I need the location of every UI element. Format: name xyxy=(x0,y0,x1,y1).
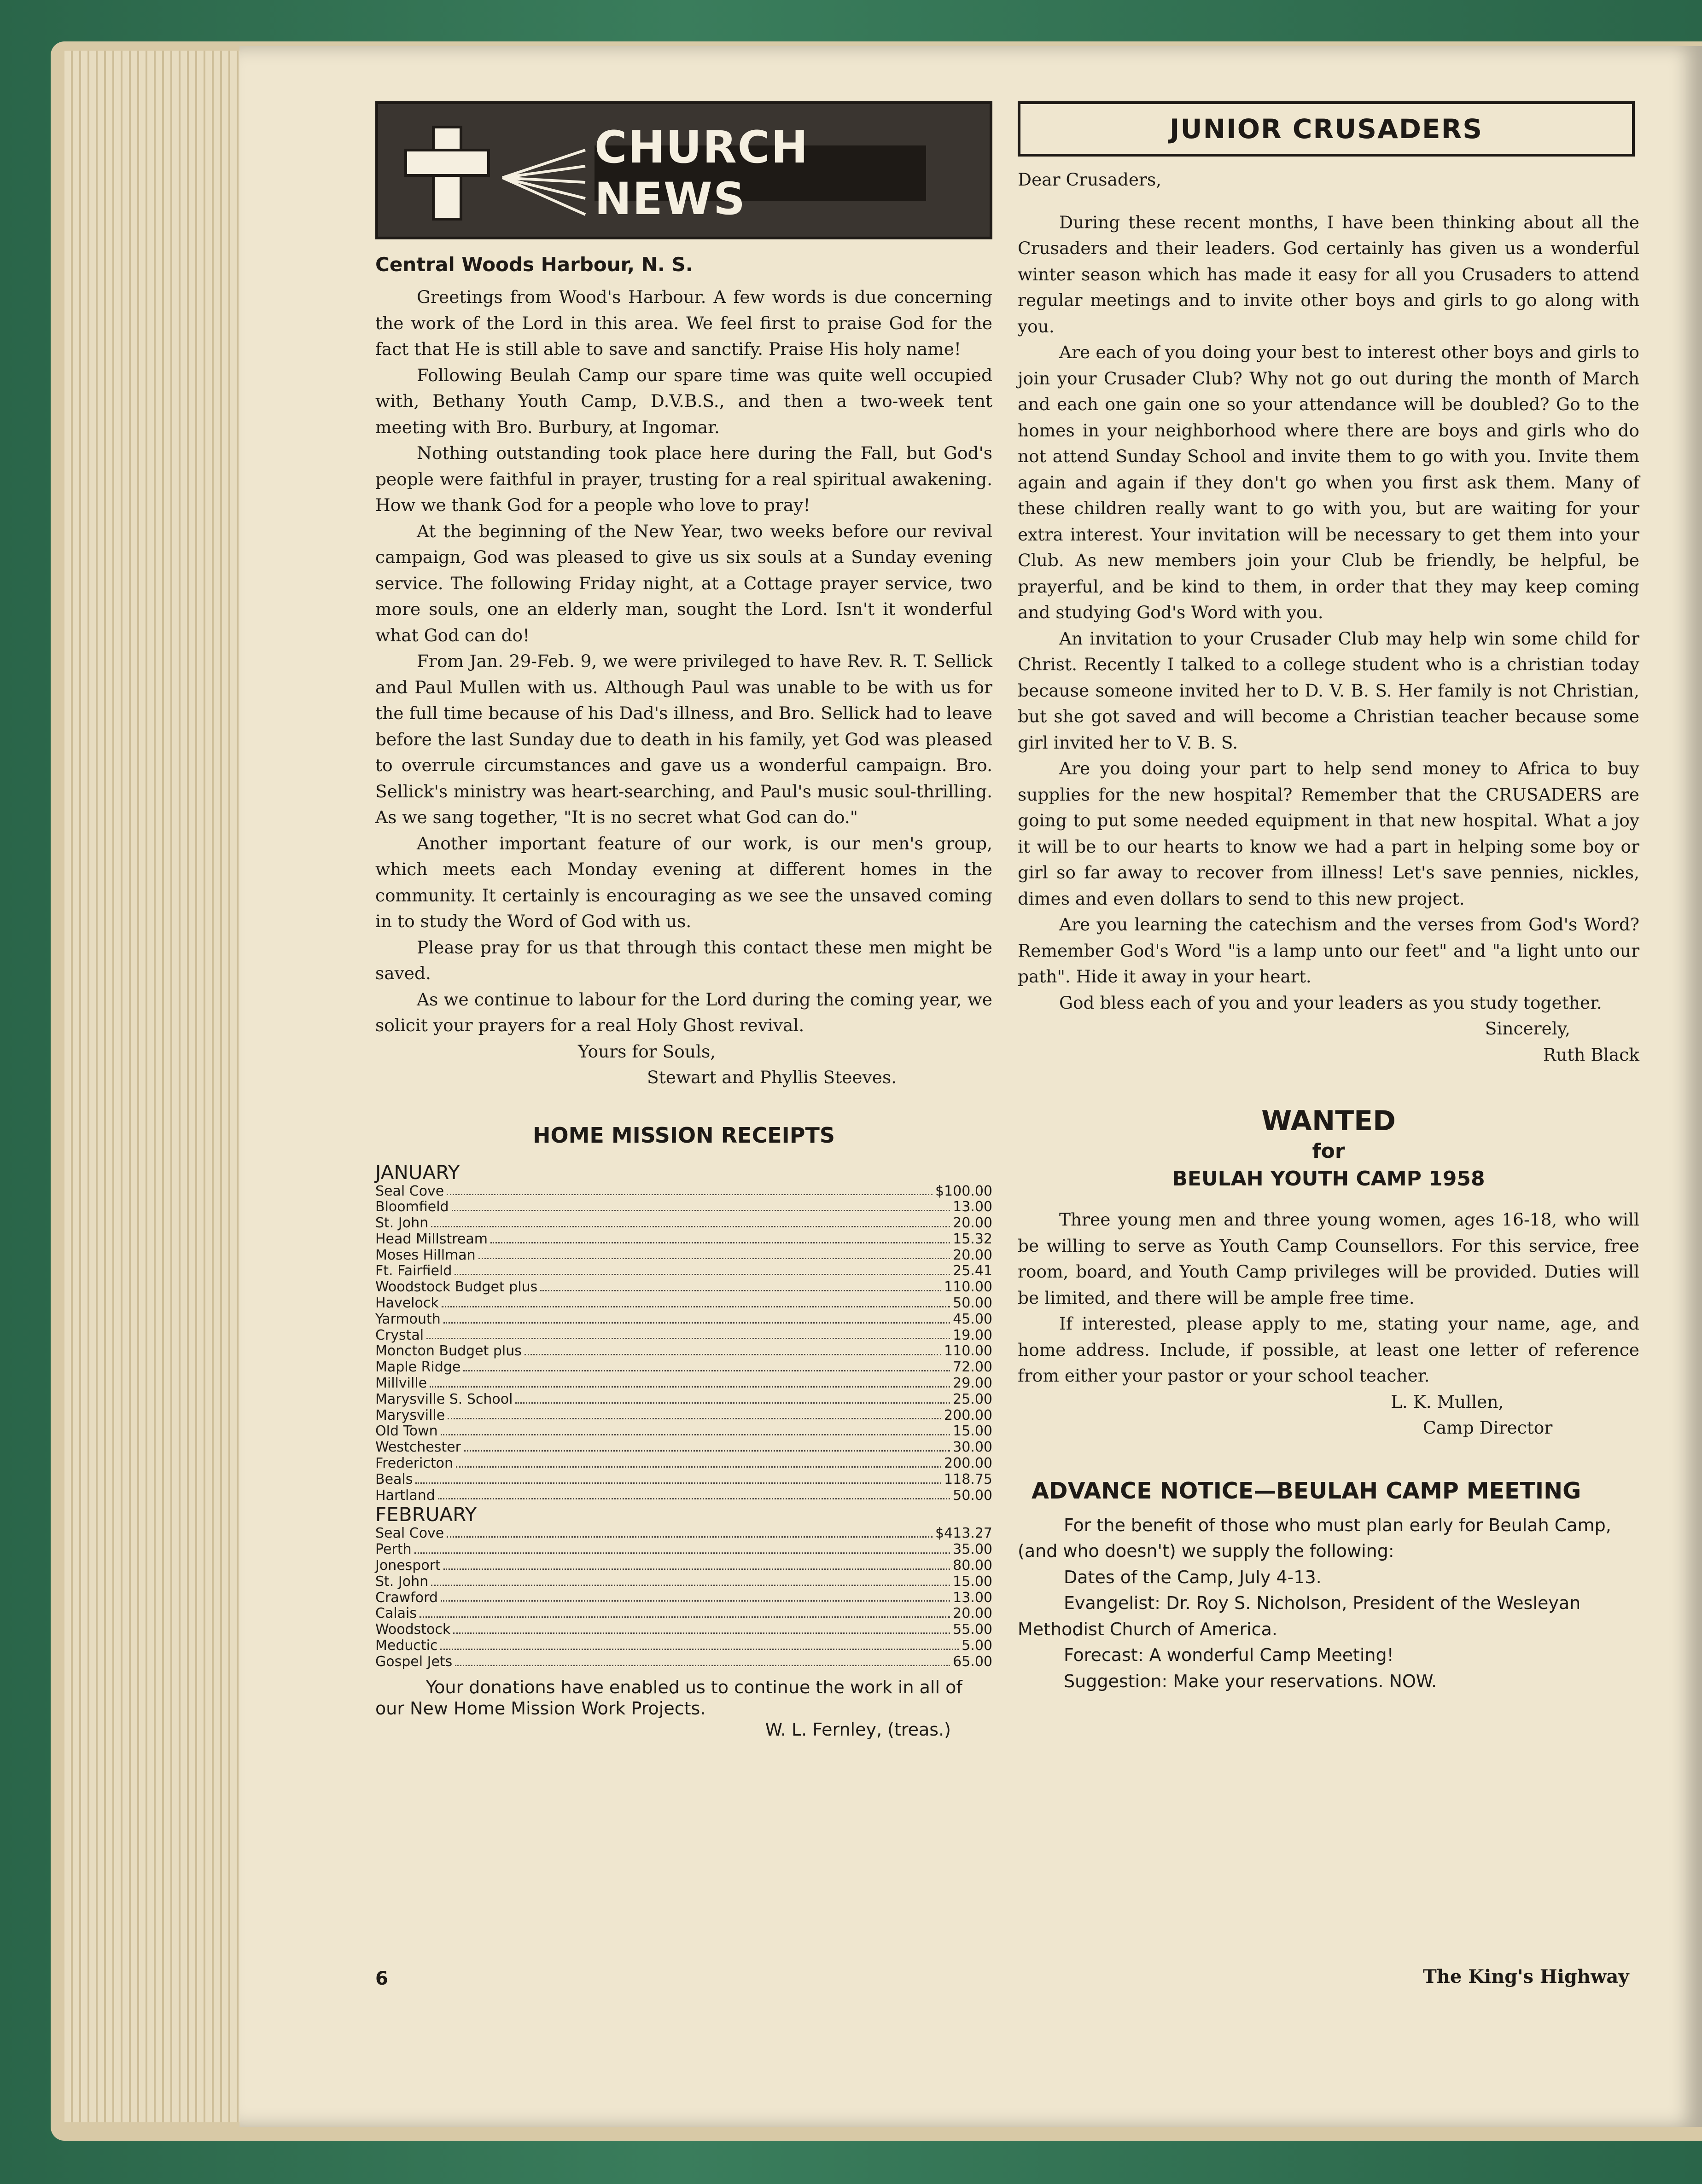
salutation: Dear Crusaders, xyxy=(1018,169,1162,190)
page-number: 6 xyxy=(375,1968,388,1989)
dot-leader xyxy=(443,1312,950,1324)
receipt-name: Old Town xyxy=(375,1423,438,1440)
dot-leader xyxy=(478,1248,950,1260)
dot-leader xyxy=(438,1488,950,1500)
receipt-name: St. John xyxy=(375,1215,429,1231)
receipt-row xyxy=(375,1312,992,1328)
news-paragraph: Greetings from Wood's Harbour. A few words is due concerning the work of the Lord in this area. We feel first to praise God for the fact that He is still able to save and sanctify. Praise His holy name! xyxy=(375,287,992,359)
receipt-name: Woodstock xyxy=(375,1621,451,1638)
dot-leader xyxy=(447,1526,933,1538)
receipt-amount: 19.00 xyxy=(953,1327,992,1343)
receipt-amount: 5.00 xyxy=(962,1638,992,1654)
receipt-amount: 15.32 xyxy=(953,1231,992,1247)
advance-line: Evangelist: Dr. Roy S. Nicholson, President of the Wesleyan Methodist Church of America. xyxy=(1018,1593,1581,1639)
february-receipts xyxy=(375,1526,992,1670)
receipt-amount: $413.27 xyxy=(935,1525,992,1542)
dot-leader xyxy=(448,1408,941,1420)
junior-crusaders-column xyxy=(1018,101,1639,1694)
letter-paragraph: Are each of you doing your best to interest other boys and girls to join your Crusader Club? Why not go out during the month of March and each one gain one so your attendance will be doubled? Go to the homes in your neighborhood where there are boys and girls who do not attend Sunday School and invite them to go with you. Invite them again and again if they don't go when you first ask them. Many of these children really want to go with you, but are waiting for your extra interest. Your invitation will be necessary to get them into your Club. As new members join your Club be friendly, be helpful, be prayerful, and be kind to them, in order that they may keep coming and studying God's Word with you. xyxy=(1018,342,1639,622)
dot-leader xyxy=(463,1359,950,1371)
receipt-name: Meductic xyxy=(375,1638,438,1654)
receipt-name: Marysville S. School xyxy=(375,1391,513,1407)
wanted-paragraph: Three young men and three young women, ages 16-18, who will be willing to serve as Youth Camp Counsellors. For this service, free room, board, and Youth Camp privileges will be provided. Duties will be limited, and there will be ample free time. xyxy=(1018,1209,1639,1308)
receipt-amount: 25.00 xyxy=(953,1391,992,1407)
receipt-amount: 110.00 xyxy=(944,1279,992,1295)
wanted-for: for xyxy=(1312,1139,1345,1163)
receipt-row xyxy=(375,1392,992,1408)
receipt-amount: 55.00 xyxy=(953,1621,992,1638)
receipt-amount: 65.00 xyxy=(953,1653,992,1670)
receipt-row xyxy=(375,1248,992,1264)
receipt-name: Gospel Jets xyxy=(375,1653,453,1670)
treasurer: W. L. Fernley, (treas.) xyxy=(765,1719,951,1740)
masthead-title: CHURCH NEWS xyxy=(595,145,926,201)
receipt-amount: 29.00 xyxy=(953,1375,992,1392)
dot-leader xyxy=(452,1199,950,1211)
receipt-row xyxy=(375,1231,992,1248)
dot-leader xyxy=(440,1638,959,1650)
receipt-name: Woodstock Budget plus xyxy=(375,1279,538,1295)
letter-paragraph: Are you learning the catechism and the verses from God's Word? Remember God's Word "is a lamp unto our feet" and "a light unto our path". Hide it away in your heart. xyxy=(1018,914,1639,987)
dot-leader xyxy=(490,1231,950,1243)
receipt-name: Westchester xyxy=(375,1439,461,1456)
dot-leader xyxy=(515,1392,950,1404)
receipt-name: Marysville xyxy=(375,1407,445,1423)
dot-leader xyxy=(443,1558,950,1570)
dot-leader xyxy=(430,1376,950,1388)
dot-leader xyxy=(453,1622,950,1634)
receipt-row xyxy=(375,1279,992,1295)
advance-line: Forecast: A wonderful Camp Meeting! xyxy=(1064,1645,1394,1665)
receipt-name: Head Millstream xyxy=(375,1231,488,1247)
director-name: L. K. Mullen, xyxy=(1391,1391,1504,1412)
receipt-row xyxy=(375,1590,992,1606)
dot-leader xyxy=(456,1456,941,1468)
page-edges xyxy=(64,51,244,2122)
receipt-amount: 45.00 xyxy=(953,1311,992,1327)
news-paragraph: From Jan. 29-Feb. 9, we were privileged to have Rev. R. T. Sellick and Paul Mullen with us. Although Paul was unable to be with us for the full time because of his Dad's illness, and Bro. Sellick had to leave before the last Sunday due to death in his family, yet God was pleased to overrule circumstances and gave us a wonderful campaign. Bro. Sellick's ministry was heart-searching, and Paul's music soul-thrilling. As we sang together, "It is no secret what God can do." xyxy=(375,651,992,827)
news-paragraph: Following Beulah Camp our spare time was quite well occupied with, Bethany Youth Camp, D.V.B.S., and then a two-week tent meeting with Bro. Burbury, at Ingomar. xyxy=(375,365,992,437)
receipt-amount: 13.00 xyxy=(953,1199,992,1215)
receipt-name: Ft. Fairfield xyxy=(375,1263,452,1279)
receipt-row xyxy=(375,1622,992,1638)
advance-line: Suggestion: Make your reservations. NOW. xyxy=(1064,1671,1437,1691)
receipt-row xyxy=(375,1638,992,1654)
receipt-row xyxy=(375,1263,992,1279)
receipt-name: Seal Cove xyxy=(375,1525,444,1542)
advance-line: For the benefit of those who must plan early for Beulah Camp, (and who doesn't) we supply the following: xyxy=(1018,1515,1611,1561)
dot-leader xyxy=(525,1343,941,1355)
wanted-title: WANTED xyxy=(1261,1105,1396,1137)
receipt-amount: 15.00 xyxy=(953,1573,992,1590)
receipt-amount: $100.00 xyxy=(935,1183,992,1199)
receipt-name: Havelock xyxy=(375,1295,439,1312)
receipt-row xyxy=(375,1359,992,1376)
wanted-camp: BEULAH YOUTH CAMP 1958 xyxy=(1172,1167,1485,1191)
receipt-name: Yarmouth xyxy=(375,1311,441,1327)
receipt-amount: 118.75 xyxy=(944,1471,992,1487)
receipt-name: Moses Hillman xyxy=(375,1247,476,1263)
dot-leader xyxy=(431,1215,950,1227)
director-title: Camp Director xyxy=(1423,1417,1553,1438)
dot-leader xyxy=(447,1184,933,1196)
location-heading: Central Woods Harbour, N. S. xyxy=(375,253,693,276)
dot-leader xyxy=(464,1440,950,1452)
receipt-row xyxy=(375,1472,992,1488)
receipt-row xyxy=(375,1542,992,1558)
dot-leader xyxy=(441,1423,950,1435)
receipt-name: Moncton Budget plus xyxy=(375,1343,522,1359)
dot-leader xyxy=(426,1328,950,1340)
news-paragraph: Another important feature of our work, is our men's group, which meets each Monday evening at different homes in the community. It certainly is encouraging as we see the unsaved coming in to study the Word of God with us. xyxy=(375,833,992,931)
advance-notice-title: ADVANCE NOTICE—BEULAH CAMP MEETING xyxy=(1032,1477,1581,1504)
receipt-row xyxy=(375,1526,992,1542)
rays-icon xyxy=(498,132,590,224)
wanted-paragraph: If interested, please apply to me, stating your name, age, and home address. Include, if possible, at least one letter of reference from either your pastor or your school teacher. xyxy=(1018,1313,1639,1386)
receipt-row xyxy=(375,1343,992,1359)
receipt-amount: 30.00 xyxy=(953,1439,992,1456)
letter-paragraph: An invitation to your Crusader Club may help win some child for Christ. Recently I talked to a college student who is a christian today because someone invited her to D. V. B. S. Her family is not Christian, but she got saved and will become a Christian teacher because some girl invited her to V. B. S. xyxy=(1018,628,1639,753)
month-label-february: FEBRUARY xyxy=(375,1503,477,1526)
receipts-note: Your donations have enabled us to continue the work in all of our New Home Mission Work Projects. xyxy=(375,1677,962,1719)
receipt-name: Seal Cove xyxy=(375,1183,444,1199)
dot-leader xyxy=(455,1654,950,1666)
receipt-name: St. John xyxy=(375,1573,429,1590)
month-label-january: JANUARY xyxy=(375,1161,460,1184)
receipt-amount: 72.00 xyxy=(953,1359,992,1376)
news-paragraph: Nothing outstanding took place here during the Fall, but God's people were faithful in prayer, trusting for a real spiritual awakening. How we thank God for a people who love to pray! xyxy=(375,443,992,515)
wanted-heading xyxy=(1018,1104,1639,1193)
receipt-name: Fredericton xyxy=(375,1455,453,1472)
receipt-amount: 15.00 xyxy=(953,1423,992,1440)
receipt-row xyxy=(375,1199,992,1215)
dot-leader xyxy=(420,1606,950,1618)
author: Ruth Black xyxy=(1543,1044,1639,1065)
receipt-row xyxy=(375,1328,992,1344)
dot-leader xyxy=(441,1590,950,1602)
receipt-row xyxy=(375,1423,992,1440)
receipt-row xyxy=(375,1215,992,1231)
advance-line: Dates of the Camp, July 4-13. xyxy=(1064,1567,1322,1587)
receipt-amount: 50.00 xyxy=(953,1295,992,1312)
receipt-amount: 20.00 xyxy=(953,1215,992,1231)
receipt-amount: 35.00 xyxy=(953,1541,992,1558)
news-paragraph: As we continue to labour for the Lord during the coming year, we solicit your prayers for a real Holy Ghost revival. xyxy=(375,989,992,1035)
signers: Stewart and Phyllis Steeves. xyxy=(647,1067,897,1087)
receipt-name: Hartland xyxy=(375,1487,435,1504)
receipt-name: Bloomfield xyxy=(375,1199,449,1215)
letter-paragraph: During these recent months, I have been thinking about all the Crusaders and their leaders. God certainly has given us a wonderful winter season which has made it easy for all you Crusaders to attend regular meetings and to invite other boys and girls to go along with you. xyxy=(1018,212,1639,337)
closing: Yours for Souls, xyxy=(578,1041,716,1062)
dot-leader xyxy=(540,1279,941,1291)
news-paragraph: At the beginning of the New Year, two weeks before our revival campaign, God was pleased to give us six souls at a Sunday evening service. The following Friday night, at a Cottage prayer service, two more souls, one an elderly man, sought the Lord. Isn't it wonderful what God can do! xyxy=(375,521,992,645)
receipt-amount: 25.41 xyxy=(953,1263,992,1279)
receipt-row xyxy=(375,1654,992,1670)
receipt-row xyxy=(375,1184,992,1200)
sincerely: Sincerely, xyxy=(1485,1018,1570,1039)
footer-publication: The King's Highway xyxy=(1423,1966,1629,1987)
january-receipts xyxy=(375,1184,992,1504)
letter-paragraph: Are you doing your part to help send money to Africa to buy supplies for the new hospital? Remember that the CRUSADERS are going to put some needed equipment in that new hospital. What a joy it will be to our hearts to know we had a part in helping some boy or girl so far away to recover from illness! Let's save pennies, nickles, dimes and even dollars to send to this new project. xyxy=(1018,758,1639,909)
receipt-name: Millville xyxy=(375,1375,427,1392)
receipt-row xyxy=(375,1295,992,1312)
receipt-row xyxy=(375,1456,992,1472)
receipt-amount: 20.00 xyxy=(953,1247,992,1263)
receipt-amount: 110.00 xyxy=(944,1343,992,1359)
receipt-name: Calais xyxy=(375,1605,417,1622)
receipt-row xyxy=(375,1440,992,1456)
church-news-column xyxy=(375,101,992,1740)
receipt-amount: 13.00 xyxy=(953,1589,992,1606)
dot-leader xyxy=(415,1472,941,1484)
receipt-name: Crawford xyxy=(375,1589,438,1606)
receipt-amount: 20.00 xyxy=(953,1605,992,1622)
receipt-name: Maple Ridge xyxy=(375,1359,461,1376)
dot-leader xyxy=(442,1295,950,1307)
church-news-masthead xyxy=(375,101,992,239)
cross-icon xyxy=(396,122,498,224)
receipt-row xyxy=(375,1606,992,1622)
dot-leader xyxy=(414,1542,950,1554)
dot-leader xyxy=(431,1574,950,1586)
receipt-row xyxy=(375,1408,992,1424)
receipt-row xyxy=(375,1376,992,1392)
receipts-title: HOME MISSION RECEIPTS xyxy=(533,1122,835,1148)
news-paragraph: Please pray for us that through this contact these men might be saved. xyxy=(375,937,992,983)
receipt-amount: 80.00 xyxy=(953,1557,992,1574)
receipt-row xyxy=(375,1558,992,1574)
receipt-name: Perth xyxy=(375,1541,412,1558)
receipt-name: Crystal xyxy=(375,1327,424,1343)
receipt-name: Jonesport xyxy=(375,1557,441,1574)
receipt-row xyxy=(375,1488,992,1504)
receipt-amount: 200.00 xyxy=(944,1455,992,1472)
receipt-row xyxy=(375,1574,992,1590)
receipt-amount: 50.00 xyxy=(953,1487,992,1504)
junior-crusaders-header: JUNIOR CRUSADERS xyxy=(1018,101,1635,157)
dot-leader xyxy=(455,1263,950,1275)
receipt-amount: 200.00 xyxy=(944,1407,992,1423)
receipt-name: Beals xyxy=(375,1471,413,1487)
letter-paragraph: God bless each of you and your leaders as you study together. xyxy=(1059,992,1602,1013)
